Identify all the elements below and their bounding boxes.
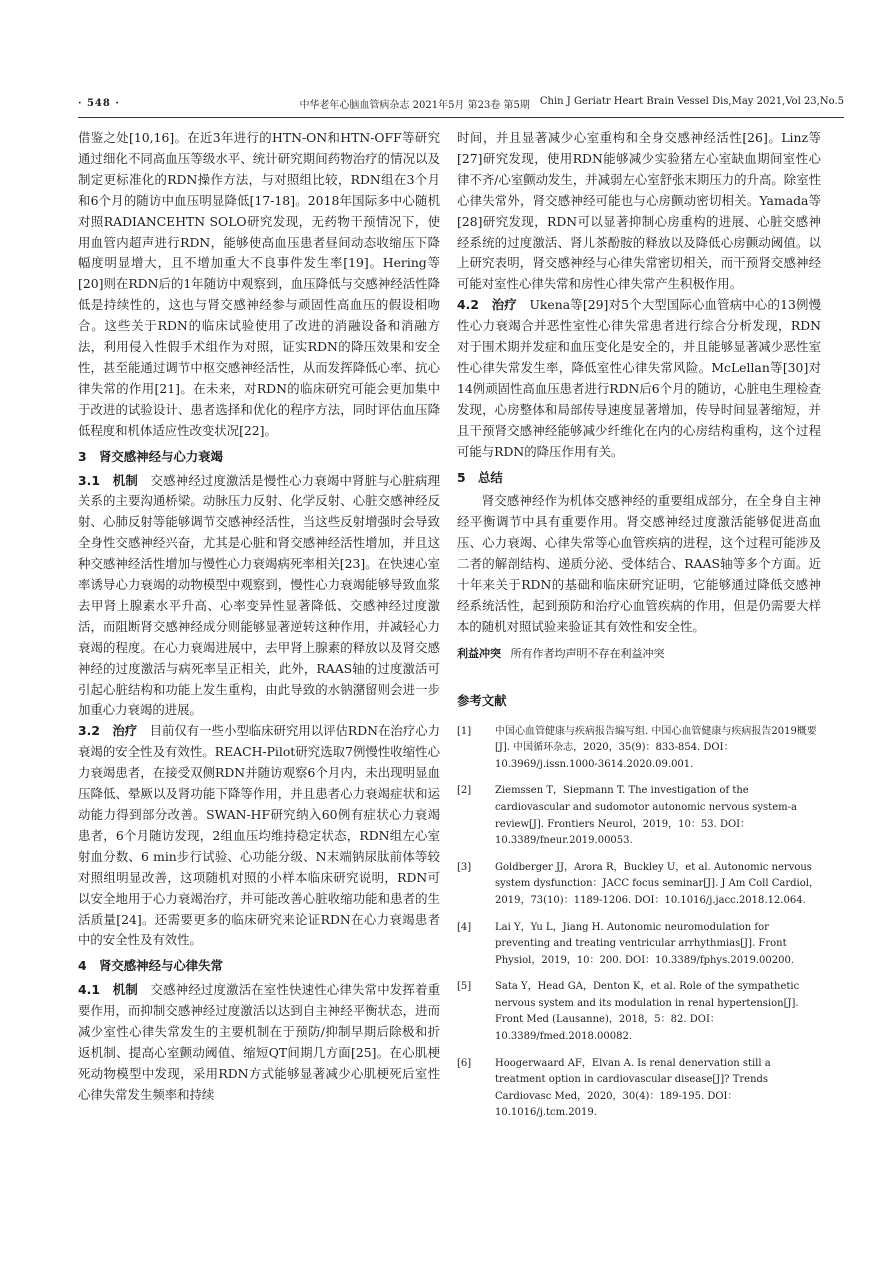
- subsection-heading-3-2: 3.2 治疗: [78, 723, 138, 739]
- reference-list: [457, 724, 821, 1122]
- reference-number: [2]: [457, 785, 472, 797]
- right-column: [457, 128, 821, 1132]
- paragraph: 肾交感神经作为机体交感神经的重要组成部分，在全身自主神经平衡调节中具有重要作用。肾交感神经过度激活能够促进高血压、心力衰竭、心律失常等心血管疾病的进程，这个过程可能涉及二者的解剖结构、递质分泌、受体结合、RAAS轴等多个方面。近十年来关于RDN的基础和临床研究证明，它能够通过降低交感神经系统活性，起到预防和治疗心血管疾病的作用，但是仍需要大样本的随机对照试验来验证其有效性和安全性。: [457, 493, 821, 634]
- paragraph: 交感神经过度激活是慢性心力衰竭中肾脏与心脏病理关系的主要沟通桥梁。动脉压力反射、化学反射、心脏交感神经反射、心肺反射等能够调节交感神经活性，当这些反射增强时会导致全身性交感神经兴奋，尤其是心脏和肾交感神经活性增加，并且这种交感神经活性增加与慢性心力衰竭病死率相关[23]。在快速心室率诱导心力衰竭的动物模型中观察到，慢性心力衰竭能够导致血浆去甲肾上腺素水平升高、心率变异性显著降低、交感神经过度激活，而阻断肾交感神经成分则能够显著逆转这种作用，并减轻心力衰竭的程度。在心力衰竭进展中，去甲肾上腺素的释放以及肾交感神经的过度激活与病死率呈正相关，此外，RAAS轴的过度激活可引起心脏结构和功能上发生重构，由此导致的水钠潴留则会进一步加重心力衰竭的进展。: [78, 472, 441, 718]
- conflict-of-interest: [457, 644, 821, 665]
- coi-label: 利益冲突: [457, 646, 501, 660]
- paragraph: 借鉴之处[10,16]。在近3年进行的HTN-ON和HTN-OFF等研究通过细化不同高血压等级水平、统计研究期间药物治疗的情况以及制定更标准化的RDN操作方法，与对照组比较，RDN组在3个月和6个月的随访中血压明显降低[17-18]。2018年国际多中心随机对照RADIANCEHTN SOLO研究发现，无药物干预情况下，使用血管内超声进行RDN，能够使高血压患者昼间动态收缩压下降幅度明显增大，且不增加重大不良事件发生率[19]。Hering等[20]则在RDN后的1年随访中观察到，血压降低与交感神经活性降低是持续性的，这也与肾交感神经参与顽固性高血压的假设相吻合。这些关于RDN的临床试验使用了改进的消融设备和消融方法，利用侵入性假手术组作为对照，证实RDN的降压效果和安全性，甚至能通过调节中枢交感神经活性，从而发挥降低心率、抗心律失常的作用[21]。在未来，对RDN的临床研究可能会更加集中于改进的试验设计、患者选择和优化的程序方法，同时评估血压降低程度和机体适应性改变状况[22]。: [78, 130, 440, 438]
- header-rule: [78, 117, 844, 118]
- reference-text: Sata Y，Head GA，Denton K，et al. Role of the sympathetic nervous system and its modulation in renal hypertension[J]. Front Med (Lausanne)，2018，5：82. DOI：10.3389/fmed.2018.00082.: [495, 981, 800, 1043]
- journal-title-cn: 中华老年心脑血管病杂志 2021年5月 第23卷 第5期: [299, 99, 530, 111]
- subsection-heading-4-2: 4.2 治疗: [457, 297, 517, 313]
- paragraph: 交感神经过度激活在室性快速性心律失常中发挥着重要作用，而抑制交感神经过度激活以达到自主神经平衡状态，进而减少室性心律失常发生的主要机制在于预防/抑制早期后除极和折返机制、提高心室颤动阈值、缩短QT间期几方面[25]。在心肌梗死动物模型中发现，采用RDN方式能够显著减少心肌梗死后室性心律失常发生频率和持续: [78, 982, 441, 1102]
- reference-item: [457, 783, 821, 849]
- reference-item: [457, 724, 821, 774]
- coi-text: 所有作者均声明不存在利益冲突: [510, 646, 665, 660]
- reference-number: [1]: [457, 725, 472, 737]
- reference-text: Lai Y，Yu L，Jiang H. Autonomic neuromodulation for preventing and treating ventricular arrhythmias[J]. Front Physiol，2019，10：200. DOI：10.3389/fphys.2019.00200.: [495, 921, 794, 966]
- reference-text: Goldberger JJ，Arora R，Buckley U，et al. Autonomic nervous system dysfunction：JACC focus seminar[J]. J Am Coll Cardiol，2019，73(10)：1189-1206. DOI：10.1016/j.jacc.2018.12.064.: [495, 861, 819, 906]
- subsection-heading-4-1: 4.1 机制: [78, 982, 138, 998]
- left-column: [78, 128, 440, 1106]
- reference-item: [457, 860, 821, 910]
- reference-text: Ziemssen T，Siepmann T. The investigation of the cardiovascular and sudomotor autonomic nervous system-a review[J]. Frontiers Neurol，2019，10：53. DOI：10.3389/fneur.2019.00053.: [495, 785, 797, 847]
- page-number: · 548 ·: [78, 97, 120, 109]
- paragraph: Ukena等[29]对5个大型国际心血管病中心的13例慢性心力衰竭合并恶性室性心律失常患者进行综合分析发现，RDN对于围术期并发症和血压变化是安全的，并且能够显著减少恶性室性心律失常发生率，降低室性心律失常风险。McLellan等[30]对14例顽固性高血压患者进行RDN后6个月的随访，心脏电生理检查发现，心房整体和局部传导速度显著增加，传导时间显著缩短，并且干预肾交感神经能够减少纤维化在内的心房结构重构，这个过程可能与RDN的降压作用有关。: [457, 297, 821, 459]
- paragraph: 时间，并且显著减少心室重构和全身交感神经活性[26]。Linz等[27]研究发现，使用RDN能够减少实验猪左心室缺血期间室性心律不齐/心室颤动发生，并减弱左心室舒张末期压力的升高。除室性心律失常外，肾交感神经可能也与心房颤动密切相关。Yamada等[28]研究发现，RDN可以显著抑制心房重构的进展、心脏交感神经系统的过度激活、肾儿茶酚胺的释放以及降低心房颤动阈值。以上研究表明，肾交感神经与心律失常密切相关，而干预肾交感神经可能对室性心律失常和房性心律失常产生积极作用。: [457, 130, 821, 292]
- reference-number: [4]: [457, 921, 472, 933]
- section-heading-5: 5 总结: [457, 469, 503, 485]
- reference-number: [5]: [457, 981, 472, 993]
- reference-text: 中国心血管健康与疾病报告编写组. 中国心血管健康与疾病报告2019概要[J]. 中国循环杂志，2020，35(9)：833-854. DOI：10.3969/j.issn.1000-3614.2020.09.001.: [495, 725, 817, 770]
- reference-item: [457, 1056, 821, 1122]
- reference-text: Hoogerwaard AF，Elvan A. Is renal denervation still a treatment option in cardiovascular disease[J]? Trends Cardiovasc Med，2020，30(4)：189-195. DOI：10.1016/j.tcm.2019.: [495, 1057, 771, 1119]
- reference-item: [457, 979, 821, 1045]
- reference-number: [6]: [457, 1057, 472, 1069]
- running-header: [78, 94, 844, 112]
- section-heading-3: 3 肾交感神经与心力衰竭: [78, 448, 223, 464]
- journal-title-en: Chin J Geriatr Heart Brain Vessel Dis,May 2021,Vol 23,No.5: [539, 95, 844, 107]
- paragraph: 目前仅有一些小型临床研究用以评估RDN在治疗心力衰竭的安全性及有效性。REACH-Pilot研究选取7例慢性收缩性心力衰竭患者，在接受双侧RDN并随访观察6个月内，未出现明显血压降低、晕厥以及肾功能下降等作用，并且患者心力衰竭症状和运动能力得到部分改善。SWAN-HF研究纳入60例有症状心力衰竭患者，6个月随访发现，2组血压均维持稳定状态，RDN组左心室射血分数、6 min步行试验、心功能分级、N末端钠尿肽前体等较对照组明显改善，这项随机对照的小样本临床研究说明，RDN可以安全地用于心力衰竭治疗，并可能改善心脏收缩功能和患者的生活质量[24]。还需要更多的临床研究来论证RDN在心力衰竭患者中的安全性及有效性。: [78, 723, 441, 948]
- section-heading-4: 4 肾交感神经与心律失常: [78, 958, 223, 974]
- reference-item: [457, 920, 821, 970]
- subsection-heading-3-1: 3.1 机制: [78, 472, 138, 488]
- references-heading: 参考文献: [457, 692, 507, 708]
- reference-number: [3]: [457, 861, 472, 873]
